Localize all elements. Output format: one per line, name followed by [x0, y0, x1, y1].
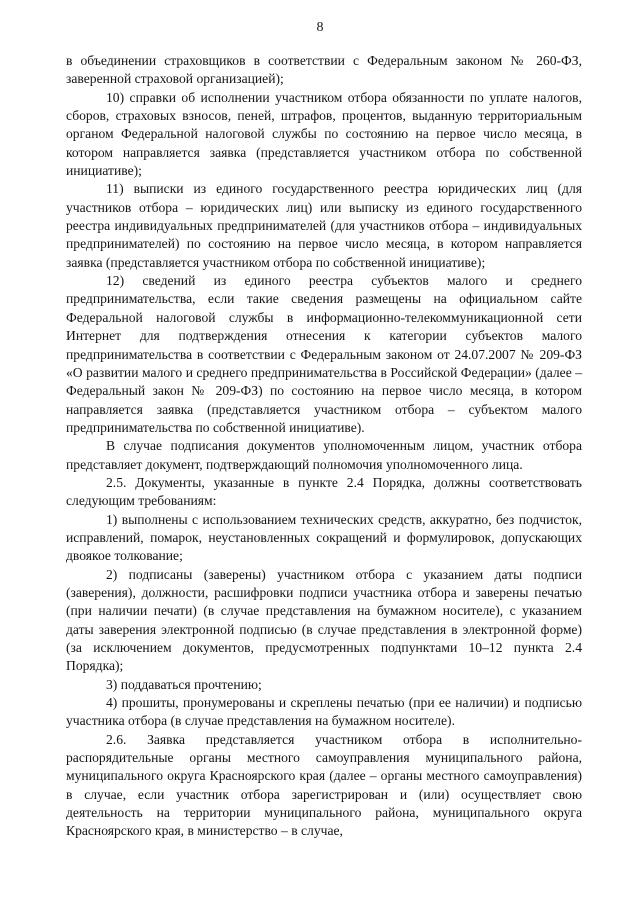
document-body [66, 52, 582, 841]
paragraph-item-12: 12) сведений из единого реестра субъектов малого и среднего предпринимательства, если такие сведения размещены на официальном сайте Федеральной налоговой службы в информационно-телекоммуникационной сети Интернет для подтверждения отнесения к категории субъектов малого предпринимательства в соответствии с Федеральным законом от 24.07.2007 № 209-ФЗ «О развитии малого и среднего предпринимательства в Российской Федерации» (далее – Федеральный закон № 209-ФЗ) по состоянию на первое число месяца, в котором направляется заявка (представляется участником отбора – субъектом малого предпринимательства по собственной инициативе). [66, 273, 582, 435]
paragraph-requirement-2: 2) подписаны (заверены) участником отбора с указанием даты подписи (заверения), должности, расшифровки подписи участника отбора и заверены печатью (при наличии печати) (в случае представления на бумажном носителе), с указанием даты заверения электронной подписью (в случае представления в электронной форме) (за исключением документов, предусмотренных подпунктами 10–12 пункта 2.4 Порядка); [66, 566, 582, 674]
paragraph-section-2-6: 2.6. Заявка представляется участником отбора в исполнительно-распорядительные органы местного самоуправления муниципального района, муниципального округа Красноярского края (далее – органы местного самоуправления) в случае, если участник отбора зарегистрирован и (или) осуществляет свою деятельность на территории муниципального района, муниципального округа Красноярского края, в министерство – в случае, [66, 731, 582, 839]
paragraph-requirement-1: 1) выполнены с использованием технических средств, аккуратно, без подчисток, исправлений, помарок, неустановленных сокращений и формулировок, допускающих двоякое толкование; [66, 511, 582, 564]
paragraph-item-11: 11) выписки из единого государственного реестра юридических лиц (для участников отбора – юридических лиц) или выписку из единого государственного реестра индивидуальных предпринимателей (для участников отбора – индивидуальных предпринимателей) по состоянию на первое число месяца, в котором направляется заявка (представляется участником отбора по собственной инициативе); [66, 181, 582, 270]
page-number: 8 [316, 20, 324, 35]
paragraph-item-10: 10) справки об исполнении участником отбора обязанности по уплате налогов, сборов, страховых взносов, пеней, штрафов, процентов, выданную территориальным органом Федеральной налоговой службы по состоянию на первое число месяца, в котором направляется заявка (представляется участником отбора по собственной инициативе); [66, 89, 582, 179]
paragraph-continuation: в объединении страховщиков в соответствии с Федеральным законом № 260-ФЗ, заверенной страховой организацией); [66, 53, 582, 87]
paragraph-authorized-person: В случае подписания документов уполномоченным лицом, участник отбора представляет документ, подтверждающий полномочия уполномоченного лица. [66, 438, 582, 472]
paragraph-requirement-4: 4) прошиты, пронумерованы и скреплены печатью (при ее наличии) и подписью участника отбора (в случае представления на бумажном носителе). [66, 695, 582, 729]
paragraph-section-2-5: 2.5. Документы, указанные в пункте 2.4 Порядка, должны соответствовать следующим требованиям: [66, 474, 582, 509]
paragraph-requirement-3: 3) поддаваться прочтению; [106, 676, 262, 692]
